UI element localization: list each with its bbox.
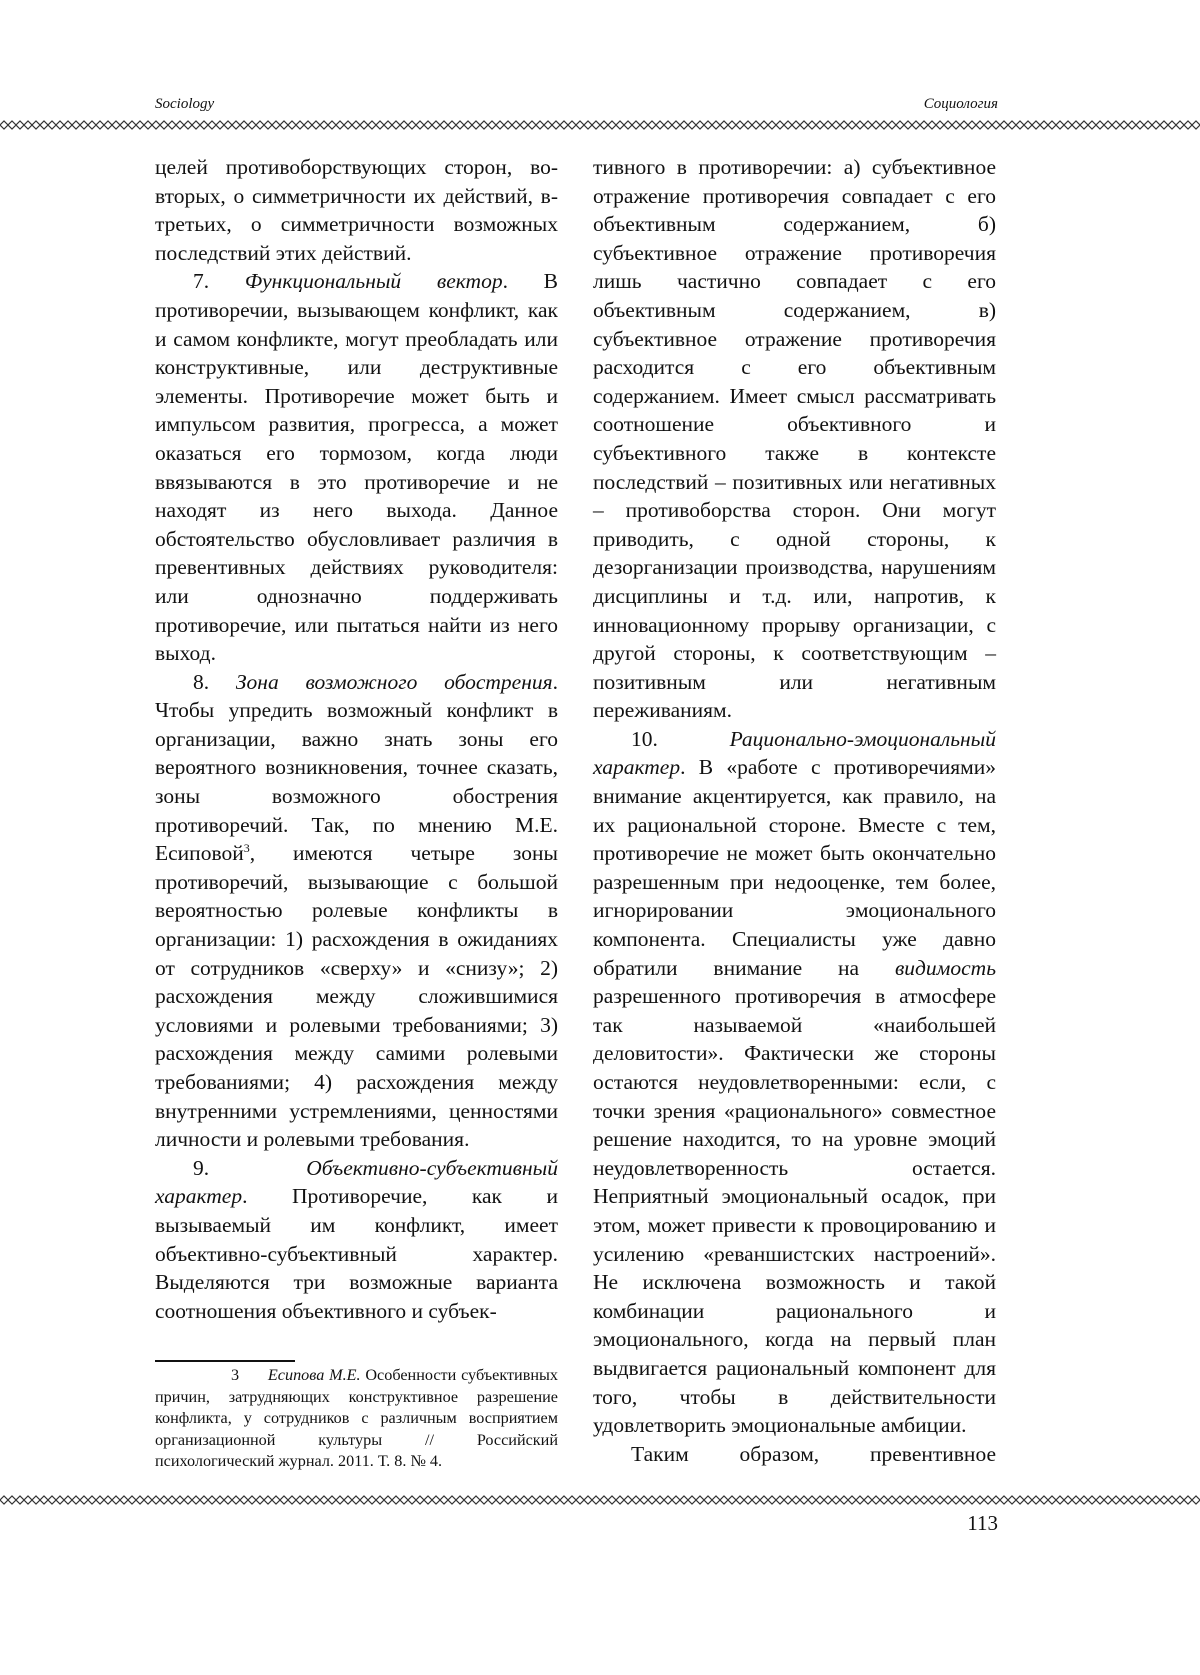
text-column-left — [155, 153, 558, 1325]
paragraph-text: тивного в противоречии: а) субъективное отражение противоречия совпадает с его объективным содержанием, б) субъективное отражение противоречия лишь частично совпадает с его объективным содержанием, в) субъективное отражение противоречия расходится с его объективным содержанием. Имеет смысл рассматривать соотношение объективного и субъективного также в контексте последствий – позитивных или негативных – противоборства сторон. Они могут приводить, с одной стороны, к дезорганизации производства, нарушениям дисциплины и т.д. или, напротив, к инновационному прорыву организации, с другой стороны, к соответствующим – позитивным или негативным переживаниям. — [593, 155, 996, 723]
running-head-left: Sociology — [155, 96, 215, 112]
ornamental-border-top — [0, 118, 1200, 132]
footnote-author: Есипова М.Е. — [267, 1366, 361, 1384]
running-head-right: Социология — [923, 96, 998, 112]
item-title: Зона возможного обострения — [235, 669, 553, 694]
paragraph — [155, 668, 558, 1154]
paragraph-text: Таким образом, превентивное — [631, 1441, 996, 1466]
paragraph — [155, 1154, 558, 1326]
paragraph-text: целей противоборствующих сторон, во-вторых, о симметричности их действий, в-третьих, о симметричности возможных последствий этих действий. — [155, 155, 558, 265]
item-title: Функциональный вектор — [244, 269, 503, 294]
paragraph — [593, 153, 996, 725]
paragraph — [593, 1440, 996, 1469]
running-head — [155, 96, 998, 120]
paragraph — [155, 153, 558, 267]
paragraph — [155, 267, 558, 667]
paragraph-text: , имеются четыре зоны противоречий, вызывающие с большой вероятностью ролевые конфликты в организации: 1) расхождения в ожиданиях от сотрудников «сверху» и «снизу»; 2) расхождения между сложившимися условиями и ролевыми требованиями; 3) расхождения между самими ролевыми требованиями; 4) расхождения между внутренними устремлениями, ценностями личности и ролевыми требования. — [155, 841, 558, 1152]
item-title: Объективно-субъективный характер — [155, 1155, 558, 1209]
footnote-reference: 3 — [243, 841, 250, 856]
footnote-text: Особенности субъективных причин, затрудняющих конструктивное разрешение конфликта, у сотрудников с различным восприятием организационной культуры // Российский психологический журнал. 2011. Т. 8. № 4. — [155, 1366, 558, 1470]
paragraph-text: разрешенного противоречия в атмосфере так называемой «наибольшей деловитости». Фактически же стороны остаются неудовлетворенными: если, с точки зрения «рационального» совместное решение находится, то на уровне эмоций неудовлетворенность остается. Неприятный эмоциональный осадок, при этом, может привести к провоцированию и усилению «реваншистских настроений». Не исключена возможность и такой комбинации рационального и эмоционального, когда на первый план выдвигается рациональный компонент для того, чтобы в действительности удовлетворить эмоциональные амбиции. — [593, 984, 996, 1438]
paragraph-text: . В противоречии, вызывающем конфликт, как и самом конфликте, могут преобладать или конструктивные, или деструктивные элементы. Противоречие может быть и импульсом развития, прогресса, а может оказаться его тормозом, когда люди ввязываются в это противоречие и не находят из него выхода. Данное обстоятельство обусловливает различия в превентивных действиях руководителя: или однозначно поддерживать противоречие, или пытаться найти из него выход. — [155, 269, 558, 666]
item-number: 9. — [193, 1155, 307, 1180]
item-title: Рационально-эмоциональный характер — [593, 726, 996, 780]
item-number: 7. — [193, 269, 245, 294]
footnote-number: 3 — [231, 1366, 240, 1384]
emphasis: видимость — [894, 955, 996, 980]
item-number: 8. — [193, 669, 236, 694]
page-number: 113 — [967, 1511, 998, 1535]
ornamental-border-bottom — [0, 1493, 1200, 1507]
paragraph-text: . Противоречие, как и вызываемый им конфликт, имеет объективно-субъективный характер. Выделяются три возможные варианта соотношения объективного и субъек- — [155, 1184, 558, 1323]
footnote — [155, 1365, 558, 1473]
paragraph — [593, 725, 996, 1440]
item-number: 10. — [631, 726, 730, 751]
footnote-separator — [155, 1360, 295, 1362]
text-column-right — [593, 153, 996, 1468]
paragraph-text: . Чтобы упредить возможный конфликт в организации, важно знать зоны его вероятного возникновения, точнее сказать, зоны возможного обострения противоречий. Так, по мнению М.Е. Есиповой — [155, 669, 559, 866]
paragraph-text: . В «работе с противоречиями» внимание акцентируется, как правило, на их рациональной стороне. Вместе с тем, противоречие не может быть окончательно разрешенным при недооценке, тем более, игнорировании эмоционального компонента. Специалисты уже давно обратили внимание на — [593, 755, 996, 980]
